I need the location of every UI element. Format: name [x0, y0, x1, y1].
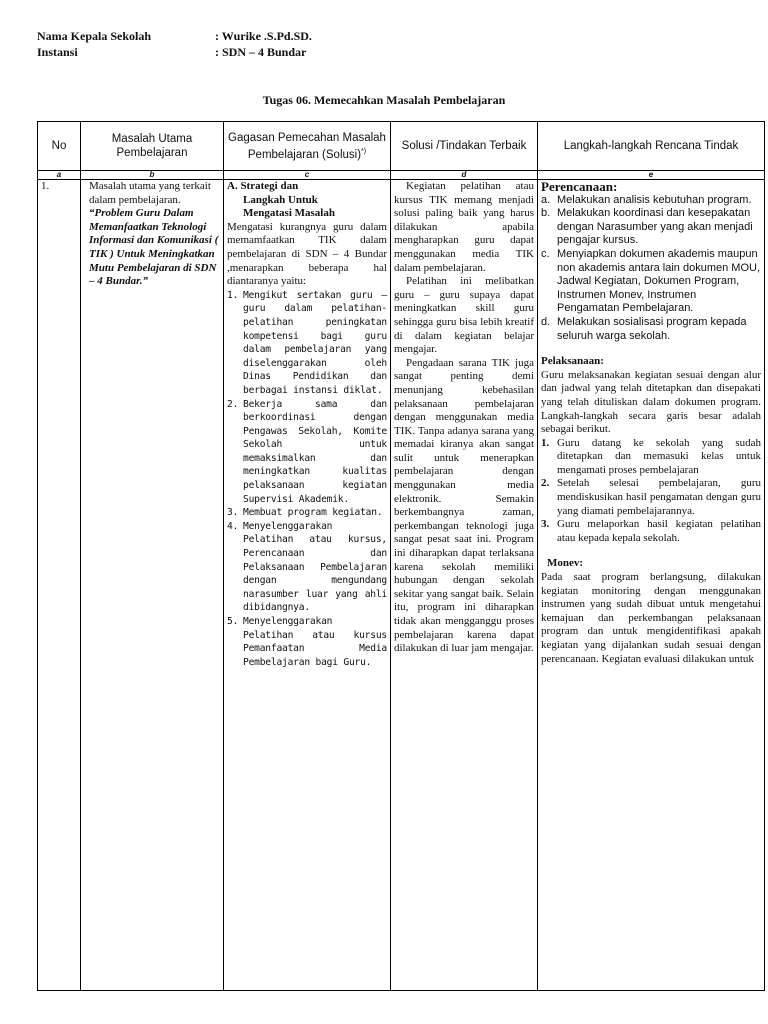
instansi-label: Instansi: [37, 45, 78, 59]
list-item: d. Melakukan sosialisasi program kepada seluruh warga sekolah.: [541, 315, 747, 342]
col-header-masalah: Masalah Utama Pembelajaran: [81, 122, 224, 171]
col-header-gagasan: [224, 122, 391, 171]
instansi-line: [37, 45, 306, 60]
col-header-solusi: Solusi /Tindakan Terbaik: [391, 122, 538, 171]
pelaksanaan-intro: Guru melaksanakan kegiatan sesuai dengan alur dan jadwal yang telah ditetapkan dan disepakati yang telah dituliskan dalam dokumen program. Langkah-langkah secara garis besar adalah sebagai berikut.: [541, 368, 761, 436]
solusi-paragraph-2: Pelatihan ini melibatkan guru – guru supaya dapat meningkatkan skill guru sehingga guru bisa lebih kreatif di dalam kegiatan belajar mengajar.: [394, 275, 534, 356]
instansi-value: : SDN – 4 Bundar: [215, 45, 307, 59]
gagasan-list: [227, 289, 387, 670]
letter-a: a: [38, 171, 81, 180]
list-item: c. Menyiapkan dokumen akademis maupun non akademis antara lain dokumen MOU, Jadwal Kegiatan, Dokumen Program, Instrumen Monev, Instrumen Pengamatan Pembelajaran.: [541, 247, 760, 315]
list-item: 1. Guru datang ke sekolah yang sudah ditetapkan dan memasuki kelas untuk mengamati proses pembelajaran: [541, 436, 761, 476]
header-row: [38, 122, 765, 171]
solusi-paragraph-1: Kegiatan pelatihan atau kursus TIK memang menjadi solusi paling baik yang harus dilakukan apabila mengharapkan guru dapat menggunakan media TIK dalam pembelajaran.: [394, 180, 534, 274]
table-row: [38, 180, 765, 991]
list-item: 4. Menyelenggarakan Pelatihan atau kursus, Perencanaan dan Pelaksanaan Pembelajaran dengan mengundang narasumber luar yang ahli dibidangnya.: [227, 520, 387, 614]
list-item: b. Melakukan koordinasi dan kesepakatan dengan Narasumber yang akan menjadi pengajar kursus.: [541, 207, 753, 247]
letter-d: d: [391, 171, 538, 180]
solusi-cell: [391, 180, 538, 991]
letter-row: [38, 171, 765, 180]
letter-b: b: [81, 171, 224, 180]
gagasan-heading-a: A. Strategi dan: [227, 180, 299, 192]
col-header-langkah: Langkah-langkah Rencana Tindak: [538, 122, 765, 171]
gagasan-heading-c: Mengatasi Masalah: [243, 207, 335, 220]
list-item: 2. Setelah selesai pembelajaran, guru mendiskusikan hasil pengamatan dengan guru yang diamati pembelajarannya.: [541, 477, 761, 517]
letter-e: e: [538, 171, 765, 180]
list-item: 3. Membuat program kegiatan.: [227, 507, 383, 519]
solusi-paragraph-3: Pengadaan sarana TIK juga sangat penting demi menunjang kebehasilan pelaksanaan pembelajaran dengan menggunakan media TIK. Tanpa adanya sarana yang memadai kiranya akan sangat sulit untuk menerapkan pembelajaran dengan menggunakan media elektronik. Semakin berkembangnya zaman, perkembangan teknologi juga sangat pesat saat ini. Program ini diharapkan dapat terlaksana karena sekolah memiliki hubungan dengan sekolah sekitar yang sangat baik. Selain itu, program ini diharapkan tidak akan mengganggu proses pembelajaran karena dapat dilakukan di luar jam mengajar.: [394, 356, 534, 655]
masalah-quote: “Problem Guru Dalam Memanfaatkan Teknologi Informasi dan Komunikasi ( TIK ) Untuk Meningkatkan Mutu Pembelajaran di SDN – 4 Bundar.”: [89, 207, 219, 288]
list-item: 3. Guru melaporkan hasil kegiatan pelatihan atau kepada kepala sekolah.: [541, 518, 761, 544]
kepala-sekolah-line: [37, 29, 312, 44]
monev-text: Pada saat program berlangsung, dilakukan kegiatan monitoring dengan menggunakan instrumen yang sudah dibuat untuk mengetahui kemajuan dan perkembangan pelaksanaan program dan untuk mengidentifikasi apakah kegiatan yang dijalankan sudah sesuai dengan perencanaan. Kegiatan evaluasi dilakukan untuk: [541, 571, 761, 665]
gagasan-heading-b: Langkah Untuk: [243, 193, 318, 206]
col-header-no: No: [38, 122, 81, 171]
list-item: 1. Mengikut sertakan guru – guru dalam pelatihan-pelatihan peningkatan kompetensi bagi guru dalam pembelajaran yang diselenggarakan oleh Dinas Pendidikan dan berbagai instansi diklat.: [227, 289, 387, 396]
gagasan-intro: Mengatasi kurangnya guru dalam memamfaatkan TIK dalam pembelajaran di SDN – 4 Bundar ,menarapkan beberapa hal diantaranya yaitu:: [227, 220, 387, 288]
col-header-gagasan-sup: *): [361, 147, 367, 155]
kepala-sekolah-label: Nama Kepala Sekolah: [37, 29, 152, 43]
problem-solving-table: [37, 121, 765, 991]
pelaksanaan-list: [541, 437, 761, 546]
perencanaan-list: [541, 194, 761, 344]
perencanaan-title: Perencanaan:: [541, 179, 618, 194]
list-item: 5. Menyelenggarakan Pelatihan atau kursus Pemanfaatan Media Pembelajaran bagi Guru.: [227, 616, 387, 668]
monev-title: Monev:: [547, 557, 584, 570]
masalah-intro: Masalah utama yang terkait dalam pembelajaran.: [89, 180, 211, 206]
masalah-cell: [81, 180, 224, 991]
gagasan-cell: [224, 180, 391, 991]
document-title: Tugas 06. Memecahkan Masalah Pembelajaran: [262, 93, 506, 107]
list-item: a. Melakukan analisis kebutuhan program.: [541, 193, 752, 206]
kepala-sekolah-value: : Wurike .S.Pd.SD.: [215, 29, 312, 43]
row-number: 1.: [38, 180, 81, 991]
list-item: 2. Bekerja sama dan berkoordinasi dengan Pengawas Sekolah, Komite Sekolah untuk memaksimalkan dan meningkatkan kualitas pelaksanaan kegiatan Supervisi Akademik.: [227, 398, 387, 505]
pelaksanaan-title: Pelaksanaan:: [541, 355, 604, 368]
col-header-gagasan-text: Gagasan Pemecahan Masalah Pembelajaran (Solusi): [228, 131, 386, 161]
letter-c: c: [224, 171, 391, 180]
langkah-cell: [538, 180, 765, 991]
